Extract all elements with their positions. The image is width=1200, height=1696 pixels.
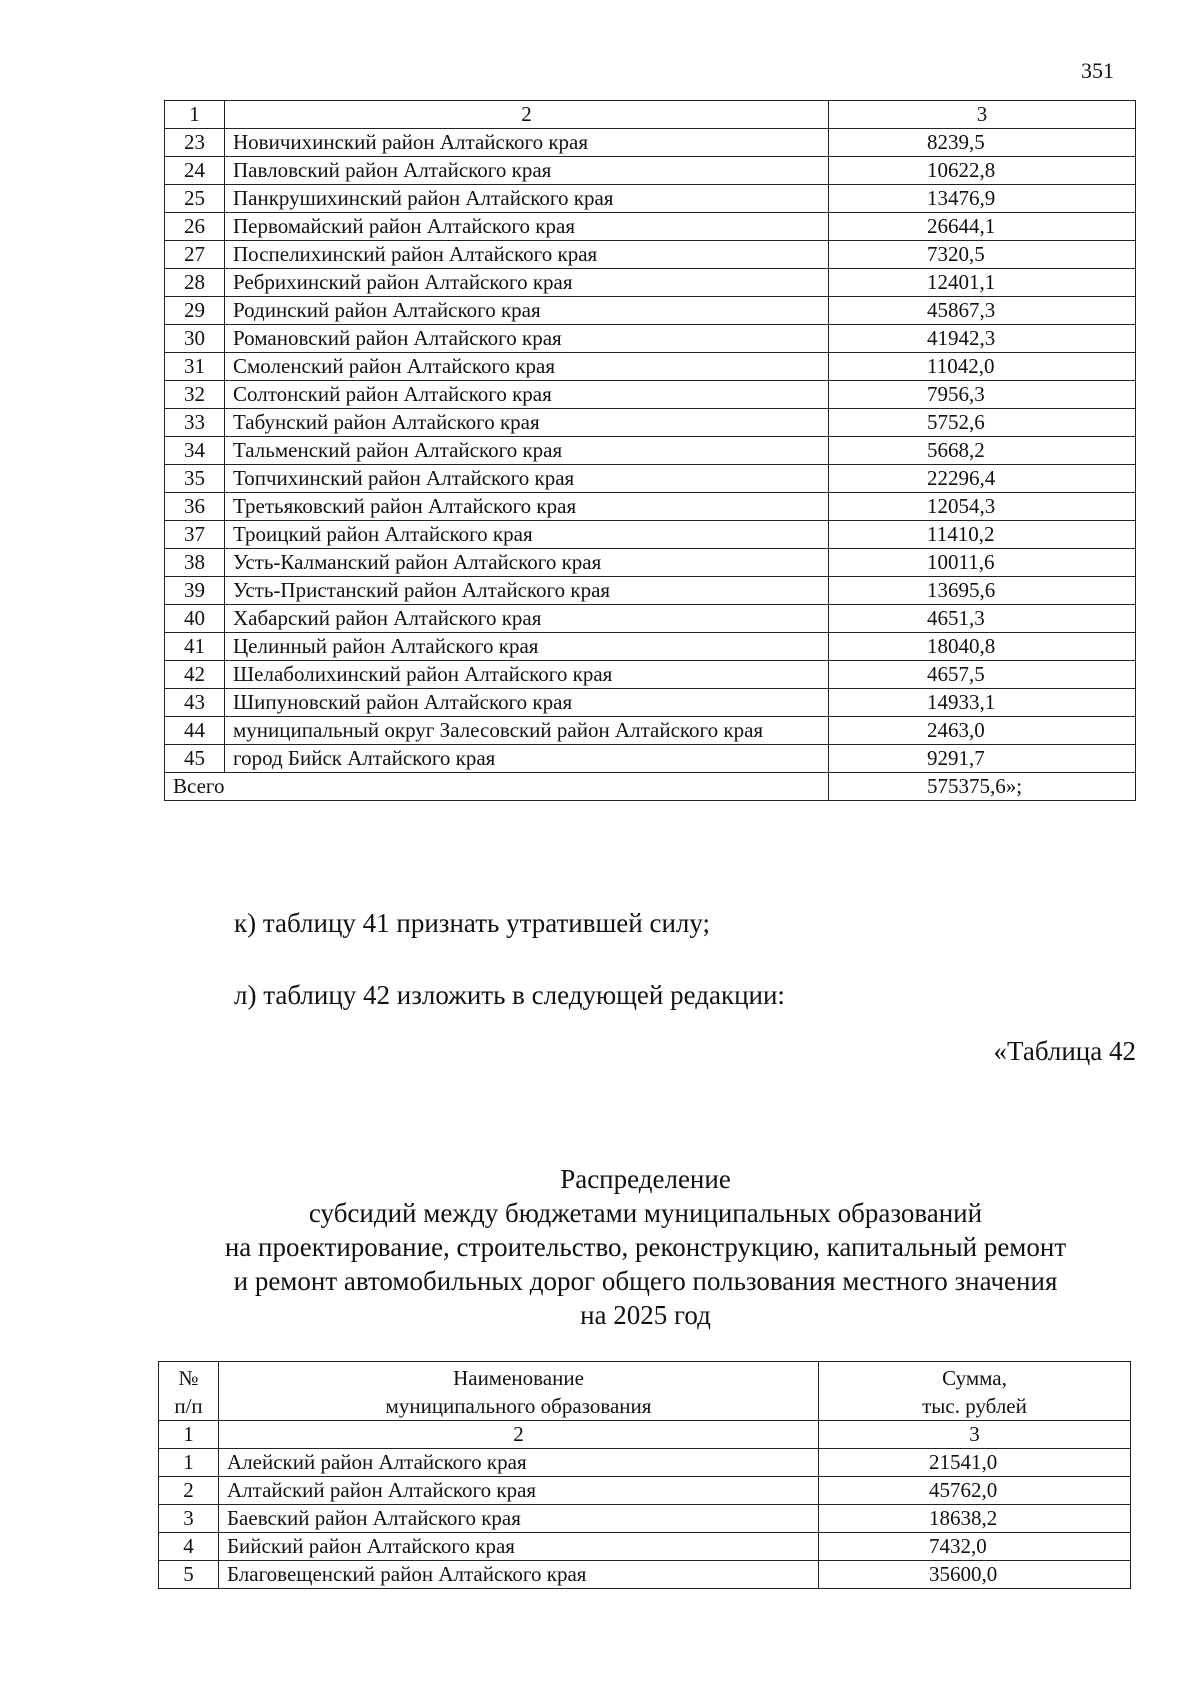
amount: 41942,3	[829, 325, 1136, 353]
table-row	[165, 297, 1136, 325]
table-row	[165, 465, 1136, 493]
municipality-name: Хабарский район Алтайского края	[225, 605, 829, 633]
row-number: 3	[159, 1505, 219, 1533]
subsidy-distribution-table	[158, 1361, 1131, 1589]
table-row	[165, 549, 1136, 577]
header-sum	[819, 1362, 1131, 1421]
table-row	[165, 577, 1136, 605]
amount: 10011,6	[829, 549, 1136, 577]
table-row	[159, 1477, 1131, 1505]
municipality-name: Новичихинский район Алтайского края	[225, 129, 829, 157]
table-row	[165, 129, 1136, 157]
municipality-name: муниципальный округ Залесовский район Алтайского края	[225, 717, 829, 745]
amount: 7432,0	[819, 1533, 1131, 1561]
municipality-name: Усть-Пристанский район Алтайского края	[225, 577, 829, 605]
table-row	[165, 633, 1136, 661]
municipality-name: Топчихинский район Алтайского края	[225, 465, 829, 493]
distribution-table-continued	[164, 100, 1136, 801]
amount: 4657,5	[829, 661, 1136, 689]
amount: 10622,8	[829, 157, 1136, 185]
row-number: 40	[165, 605, 225, 633]
amount: 13476,9	[829, 185, 1136, 213]
table-caption: «Таблица 42	[993, 1036, 1136, 1066]
municipality-name: Алтайский район Алтайского края	[219, 1477, 819, 1505]
table-row	[165, 661, 1136, 689]
column-index-3: 3	[829, 101, 1136, 129]
header-name	[219, 1362, 819, 1421]
row-number: 5	[159, 1561, 219, 1589]
table-row	[165, 493, 1136, 521]
table-body	[159, 1362, 1131, 1589]
row-number: 41	[165, 633, 225, 661]
total-label: Всего	[165, 773, 829, 801]
municipality-name: Тальменский район Алтайского края	[225, 437, 829, 465]
header-text: п/п	[174, 1394, 203, 1418]
municipality-name: Бийский район Алтайского края	[219, 1533, 819, 1561]
municipality-name: Романовский район Алтайского края	[225, 325, 829, 353]
amount: 5752,6	[829, 409, 1136, 437]
municipality-name: Алейский район Алтайского края	[219, 1449, 819, 1477]
row-number: 35	[165, 465, 225, 493]
header-text: тыс. рублей	[922, 1394, 1027, 1418]
table-row	[165, 381, 1136, 409]
row-number: 31	[165, 353, 225, 381]
table-row	[165, 185, 1136, 213]
municipality-name: Ребрихинский район Алтайского края	[225, 269, 829, 297]
table-row	[165, 521, 1136, 549]
heading-line: на проектирование, строительство, реконструкцию, капитальный ремонт	[224, 1232, 1067, 1262]
header-row	[159, 1362, 1131, 1421]
row-number: 34	[165, 437, 225, 465]
table-row	[165, 157, 1136, 185]
amount: 45762,0	[819, 1477, 1131, 1505]
amount: 22296,4	[829, 465, 1136, 493]
table-row	[159, 1561, 1131, 1589]
amount: 13695,6	[829, 577, 1136, 605]
municipality-name: Первомайский район Алтайского края	[225, 213, 829, 241]
amount: 35600,0	[819, 1561, 1131, 1589]
table-heading	[150, 1162, 1141, 1332]
row-number: 25	[165, 185, 225, 213]
municipality-name: Троицкий район Алтайского края	[225, 521, 829, 549]
municipality-name: Шелаболихинский район Алтайского края	[225, 661, 829, 689]
row-number: 38	[165, 549, 225, 577]
table-row	[165, 353, 1136, 381]
row-number: 27	[165, 241, 225, 269]
amount: 9291,7	[829, 745, 1136, 773]
header-text: Наименование	[453, 1366, 584, 1390]
row-number: 23	[165, 129, 225, 157]
table-row	[165, 437, 1136, 465]
municipality-name: Смоленский район Алтайского края	[225, 353, 829, 381]
table-row	[165, 325, 1136, 353]
heading-line: Распределение	[560, 1164, 731, 1194]
table-row	[159, 1533, 1131, 1561]
amount: 45867,3	[829, 297, 1136, 325]
row-number: 36	[165, 493, 225, 521]
column-index-row	[159, 1421, 1131, 1449]
column-index-2: 2	[219, 1421, 819, 1449]
amount: 5668,2	[829, 437, 1136, 465]
row-number: 39	[165, 577, 225, 605]
row-number: 26	[165, 213, 225, 241]
amount: 11042,0	[829, 353, 1136, 381]
table-row	[165, 269, 1136, 297]
table-row	[165, 605, 1136, 633]
amount: 14933,1	[829, 689, 1136, 717]
row-number: 43	[165, 689, 225, 717]
amount: 4651,3	[829, 605, 1136, 633]
row-number: 32	[165, 381, 225, 409]
amount: 21541,0	[819, 1449, 1131, 1477]
municipality-name: Родинский район Алтайского края	[225, 297, 829, 325]
municipality-name: Усть-Калманский район Алтайского края	[225, 549, 829, 577]
table-row	[165, 745, 1136, 773]
heading-line: субсидий между бюджетами муниципальных образований	[308, 1198, 983, 1228]
row-number: 1	[159, 1449, 219, 1477]
municipality-name: Третьяковский район Алтайского края	[225, 493, 829, 521]
row-number: 4	[159, 1533, 219, 1561]
column-index-row	[165, 101, 1136, 129]
municipality-name: Шипуновский район Алтайского края	[225, 689, 829, 717]
table-row	[165, 409, 1136, 437]
header-text: Сумма,	[942, 1366, 1007, 1390]
table-row	[165, 717, 1136, 745]
municipality-name: Табунский район Алтайского края	[225, 409, 829, 437]
amount: 18040,8	[829, 633, 1136, 661]
row-number: 33	[165, 409, 225, 437]
row-number: 30	[165, 325, 225, 353]
row-number: 24	[165, 157, 225, 185]
table-row	[159, 1449, 1131, 1477]
page-number: 351	[1081, 58, 1114, 83]
row-number: 44	[165, 717, 225, 745]
municipality-name: Поспелихинский район Алтайского края	[225, 241, 829, 269]
amount: 11410,2	[829, 521, 1136, 549]
municipality-name: Павловский район Алтайского края	[225, 157, 829, 185]
municipality-name: Солтонский район Алтайского края	[225, 381, 829, 409]
table-row	[165, 213, 1136, 241]
table-body	[165, 101, 1136, 801]
amount: 26644,1	[829, 213, 1136, 241]
municipality-name: Целинный район Алтайского края	[225, 633, 829, 661]
column-index-1: 1	[159, 1421, 219, 1449]
column-index-2: 2	[225, 101, 829, 129]
table-row	[159, 1505, 1131, 1533]
amount: 2463,0	[829, 717, 1136, 745]
heading-line: и ремонт автомобильных дорог общего пользования местного значения	[233, 1266, 1058, 1296]
amount: 7956,3	[829, 381, 1136, 409]
row-number: 37	[165, 521, 225, 549]
column-index-1: 1	[165, 101, 225, 129]
header-text: №	[178, 1366, 199, 1390]
municipality-name: Баевский район Алтайского края	[219, 1505, 819, 1533]
header-number	[159, 1362, 219, 1421]
municipality-name: город Бийск Алтайского края	[225, 745, 829, 773]
row-number: 2	[159, 1477, 219, 1505]
table-row	[165, 689, 1136, 717]
row-number: 45	[165, 745, 225, 773]
paragraph-l: л) таблицу 42 изложить в следующей редакции:	[234, 980, 785, 1010]
total-row	[165, 773, 1136, 801]
amount: 12401,1	[829, 269, 1136, 297]
municipality-name: Благовещенский район Алтайского края	[219, 1561, 819, 1589]
column-index-3: 3	[819, 1421, 1131, 1449]
amount: 18638,2	[819, 1505, 1131, 1533]
row-number: 42	[165, 661, 225, 689]
heading-line: на 2025 год	[580, 1300, 711, 1330]
table-row	[165, 241, 1136, 269]
amount: 12054,3	[829, 493, 1136, 521]
paragraph-k: к) таблицу 41 признать утратившей силу;	[234, 908, 711, 938]
row-number: 29	[165, 297, 225, 325]
amount: 8239,5	[829, 129, 1136, 157]
amount: 7320,5	[829, 241, 1136, 269]
row-number: 28	[165, 269, 225, 297]
municipality-name: Панкрушихинский район Алтайского края	[225, 185, 829, 213]
total-value: 575375,6»;	[829, 773, 1136, 801]
header-text: муниципального образования	[385, 1394, 652, 1418]
